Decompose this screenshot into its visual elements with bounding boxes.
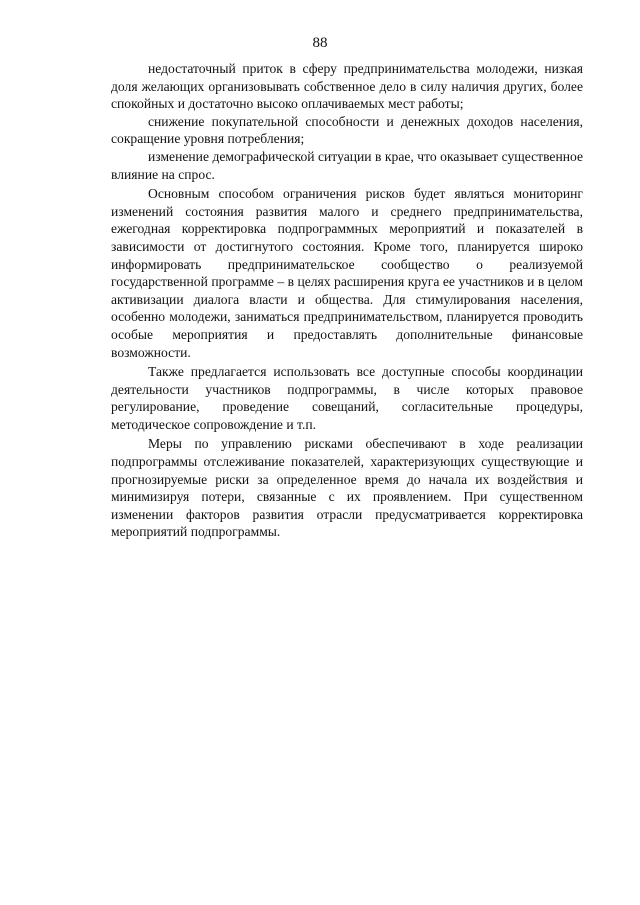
paragraph-coordination: Также предлагается использовать все доступные способы координации деятельности участников подпрограммы, в числе которых правовое регулирование, проведение совещаний, согласительные процедуры, методическое сопровождение и т.п. — [111, 364, 583, 432]
paragraph-purchasing-power: снижение покупательной способности и денежных доходов населения, сокращение уровня потребления; — [111, 113, 583, 147]
paragraph-demographic-change: изменение демографической ситуации в крае, что оказывает существенное влияние на спрос. — [111, 148, 583, 182]
paragraph-insufficient-inflow: недостаточный приток в сферу предпринимательства молодежи, низкая доля желающих организовывать собственное дело в силу наличия других, более спокойных и достаточно высоко оплачиваемых мест работы; — [111, 61, 583, 112]
paragraph-risk-management: Меры по управлению рисками обеспечивают в ходе реализации подпрограммы отслеживание показателей, характеризующих существующие и прогнозируемые риски за определенное время до начала их воздействия и минимизируя потери, связанные с их проявлением. При существенном изменении факторов развития отрасли предусматривается корректировка мероприятий подпрограммы. — [111, 436, 583, 540]
document-body — [111, 60, 583, 541]
paragraph-risk-monitoring: Основным способом ограничения рисков будет являться мониторинг изменений состояния развития малого и среднего предпринимательства, ежегодная корректировка подпрограммных мероприятий и показателей в зависимости от достигнутого состояния. Кроме того, планируется широко информировать предпринимательское сообщество о реализуемой государственной программе – в целях расширения круга ее участников и в целом активизации диалога власти и общества. Для стимулирования населения, особенно молодежи, заниматься предпринимательством, планируется проводить особые мероприятия и предоставлять дополнительные финансовые возможности. — [111, 186, 583, 360]
page-number: 88 — [312, 35, 328, 51]
